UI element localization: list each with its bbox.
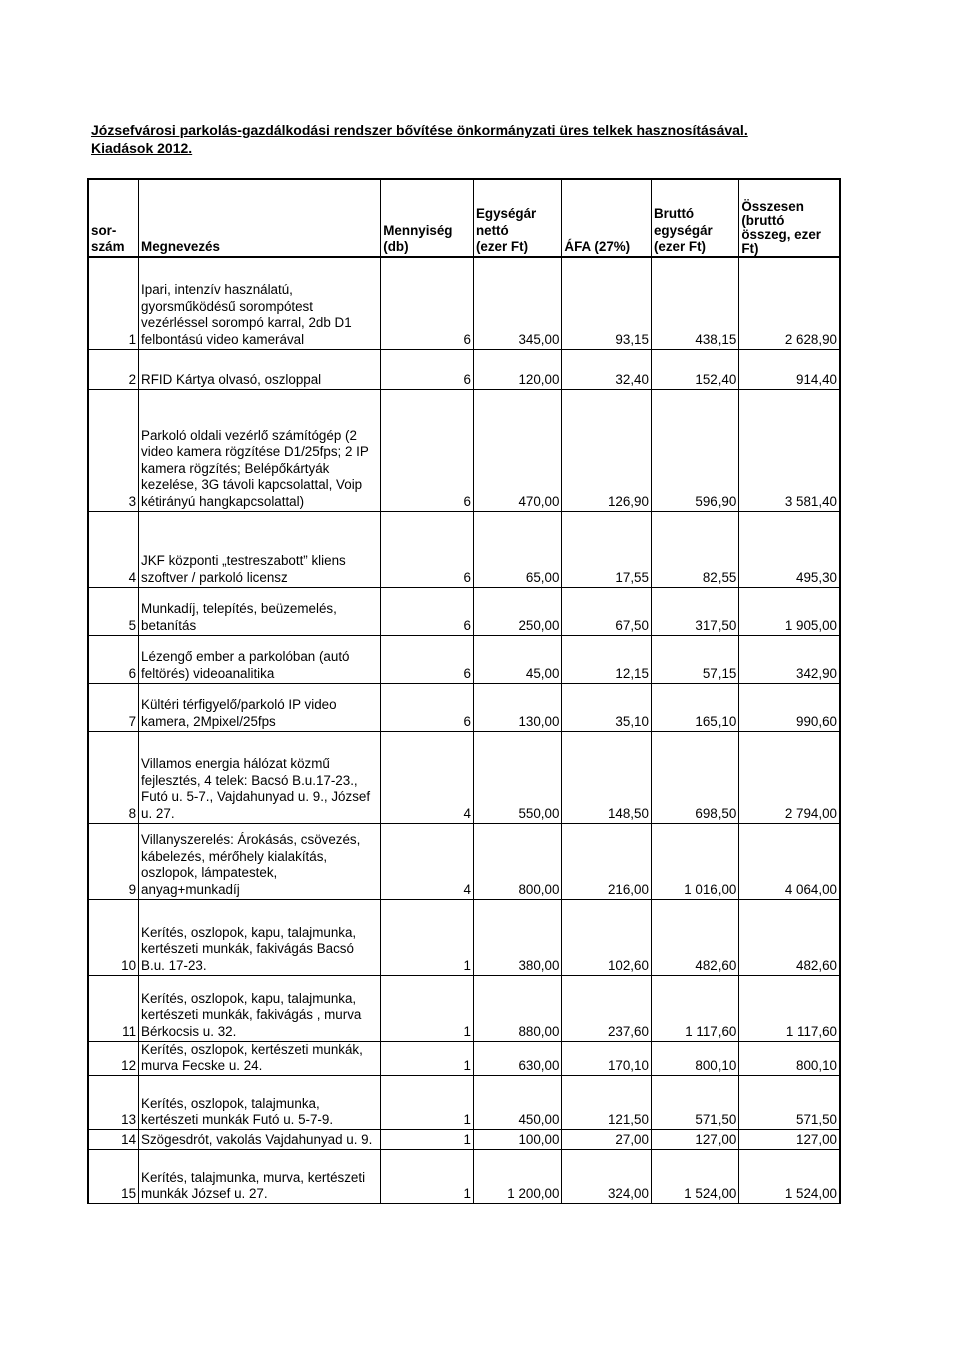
unit-price-gross: 165,10 (651, 683, 738, 731)
vat-amount: 32,40 (562, 349, 652, 389)
header-mennyiseg: Mennyiség (db) (381, 179, 474, 257)
table-row (88, 1149, 840, 1203)
quantity: 1 (381, 1149, 474, 1203)
unit-price-net: 380,00 (473, 899, 561, 975)
page-subtitle: Kiadások 2012. (91, 140, 193, 156)
total-gross: 4 064,00 (739, 823, 840, 899)
table-row (88, 635, 840, 683)
quantity: 1 (381, 975, 474, 1041)
quantity: 6 (381, 511, 474, 587)
unit-price-net: 800,00 (473, 823, 561, 899)
table-row (88, 731, 840, 823)
unit-price-gross: 1 117,60 (651, 975, 738, 1041)
unit-price-gross: 800,10 (651, 1041, 738, 1075)
header-osszesen: Összesen (bruttó összeg, ezer Ft) (739, 179, 840, 257)
header-megnevezes: Megnevezés (139, 179, 381, 257)
unit-price-gross: 438,15 (651, 257, 738, 349)
row-number: 3 (88, 389, 139, 511)
unit-price-gross: 1 016,00 (651, 823, 738, 899)
total-gross: 495,30 (739, 511, 840, 587)
page-title: Józsefvárosi parkolás-gazdálkodási rendszer bővítése önkormányzati üres telkek hasznosításával. (91, 122, 748, 138)
item-name: RFID Kártya olvasó, oszloppal (139, 349, 381, 389)
header-sorszam: sor- szám (88, 179, 139, 257)
vat-amount: 102,60 (562, 899, 652, 975)
document-header (91, 121, 748, 157)
header-egysegar: Egységár nettó (ezer Ft) (473, 179, 561, 257)
vat-amount: 93,15 (562, 257, 652, 349)
row-number: 6 (88, 635, 139, 683)
item-name: Munkadíj, telepítés, beüzemelés, betanítás (139, 587, 381, 635)
quantity: 6 (381, 635, 474, 683)
quantity: 4 (381, 823, 474, 899)
item-name: Kerítés, oszlopok, kapu, talajmunka, kertészeti munkák, fakivágás , murva Bérkocsis u. 32. (139, 975, 381, 1041)
item-name: Lézengő ember a parkolóban (autó feltörés) videoanalitika (139, 635, 381, 683)
unit-price-net: 120,00 (473, 349, 561, 389)
item-name: Szögesdrót, vakolás Vajdahunyad u. 9. (139, 1129, 381, 1149)
expense-table (87, 178, 841, 1204)
header-brutto: Bruttó egységár (ezer Ft) (651, 179, 738, 257)
unit-price-gross: 1 524,00 (651, 1149, 738, 1203)
row-number: 14 (88, 1129, 139, 1149)
quantity: 1 (381, 899, 474, 975)
total-gross: 1 117,60 (739, 975, 840, 1041)
vat-amount: 170,10 (562, 1041, 652, 1075)
total-gross: 1 905,00 (739, 587, 840, 635)
table-row (88, 389, 840, 511)
item-name: JKF központi „testreszabott” kliens szoftver / parkoló licensz (139, 511, 381, 587)
unit-price-gross: 152,40 (651, 349, 738, 389)
total-gross: 3 581,40 (739, 389, 840, 511)
row-number: 1 (88, 257, 139, 349)
item-name: Kerítés, talajmunka, murva, kertészeti munkák József u. 27. (139, 1149, 381, 1203)
quantity: 6 (381, 683, 474, 731)
table-row (88, 1129, 840, 1149)
unit-price-gross: 482,60 (651, 899, 738, 975)
unit-price-net: 880,00 (473, 975, 561, 1041)
unit-price-net: 250,00 (473, 587, 561, 635)
row-number: 7 (88, 683, 139, 731)
total-gross: 482,60 (739, 899, 840, 975)
row-number: 11 (88, 975, 139, 1041)
vat-amount: 67,50 (562, 587, 652, 635)
table-row (88, 899, 840, 975)
item-name: Kerítés, oszlopok, kertészeti munkák, murva Fecske u. 24. (139, 1041, 381, 1075)
item-name: Villanyszerelés: Árokásás, csövezés, kábelezés, mérőhely kialakítás, oszlopok, lámpatestek, anyag+munkadíj (139, 823, 381, 899)
table-row (88, 1041, 840, 1075)
vat-amount: 237,60 (562, 975, 652, 1041)
row-number: 9 (88, 823, 139, 899)
quantity: 1 (381, 1129, 474, 1149)
unit-price-gross: 596,90 (651, 389, 738, 511)
unit-price-gross: 127,00 (651, 1129, 738, 1149)
unit-price-gross: 698,50 (651, 731, 738, 823)
quantity: 6 (381, 257, 474, 349)
vat-amount: 17,55 (562, 511, 652, 587)
table-row (88, 823, 840, 899)
row-number: 13 (88, 1075, 139, 1129)
unit-price-net: 100,00 (473, 1129, 561, 1149)
table-row (88, 257, 840, 349)
total-gross: 1 524,00 (739, 1149, 840, 1203)
unit-price-gross: 571,50 (651, 1075, 738, 1129)
unit-price-net: 65,00 (473, 511, 561, 587)
unit-price-net: 45,00 (473, 635, 561, 683)
total-gross: 990,60 (739, 683, 840, 731)
unit-price-net: 550,00 (473, 731, 561, 823)
table-row (88, 975, 840, 1041)
vat-amount: 216,00 (562, 823, 652, 899)
quantity: 1 (381, 1041, 474, 1075)
unit-price-gross: 317,50 (651, 587, 738, 635)
unit-price-gross: 82,55 (651, 511, 738, 587)
row-number: 5 (88, 587, 139, 635)
row-number: 15 (88, 1149, 139, 1203)
total-gross: 914,40 (739, 349, 840, 389)
quantity: 4 (381, 731, 474, 823)
vat-amount: 35,10 (562, 683, 652, 731)
item-name: Kerítés, oszlopok, kapu, talajmunka, kertészeti munkák, fakivágás Bacsó B.u. 17-23. (139, 899, 381, 975)
row-number: 2 (88, 349, 139, 389)
table-row (88, 511, 840, 587)
quantity: 6 (381, 389, 474, 511)
total-gross: 571,50 (739, 1075, 840, 1129)
unit-price-net: 130,00 (473, 683, 561, 731)
item-name: Parkoló oldali vezérlő számítógép (2 video kamera rögzítése D1/25fps; 2 IP kamera rögzítés; Belépőkártyák kezelése, 3G távoli kapcsolattal, Voip kétirányú hangkapcsolattal) (139, 389, 381, 511)
table-row (88, 683, 840, 731)
total-gross: 127,00 (739, 1129, 840, 1149)
row-number: 8 (88, 731, 139, 823)
vat-amount: 324,00 (562, 1149, 652, 1203)
unit-price-net: 450,00 (473, 1075, 561, 1129)
total-gross: 342,90 (739, 635, 840, 683)
row-number: 10 (88, 899, 139, 975)
row-number: 4 (88, 511, 139, 587)
unit-price-gross: 57,15 (651, 635, 738, 683)
quantity: 1 (381, 1075, 474, 1129)
vat-amount: 148,50 (562, 731, 652, 823)
header-afa: ÁFA (27%) (562, 179, 652, 257)
item-name: Kültéri térfigyelő/parkoló IP video kamera, 2Mpixel/25fps (139, 683, 381, 731)
unit-price-net: 345,00 (473, 257, 561, 349)
vat-amount: 27,00 (562, 1129, 652, 1149)
unit-price-net: 1 200,00 (473, 1149, 561, 1203)
vat-amount: 126,90 (562, 389, 652, 511)
total-gross: 800,10 (739, 1041, 840, 1075)
quantity: 6 (381, 349, 474, 389)
row-number: 12 (88, 1041, 139, 1075)
total-gross: 2 794,00 (739, 731, 840, 823)
vat-amount: 121,50 (562, 1075, 652, 1129)
unit-price-net: 470,00 (473, 389, 561, 511)
vat-amount: 12,15 (562, 635, 652, 683)
table-row (88, 587, 840, 635)
table-row (88, 1075, 840, 1129)
item-name: Ipari, intenzív használatú, gyorsműködésű sorompótest vezérléssel sorompó karral, 2db D1 felbontású video kamerával (139, 257, 381, 349)
unit-price-net: 630,00 (473, 1041, 561, 1075)
total-gross: 2 628,90 (739, 257, 840, 349)
quantity: 6 (381, 587, 474, 635)
item-name: Kerítés, oszlopok, talajmunka, kertészeti munkák Futó u. 5-7-9. (139, 1075, 381, 1129)
table-row (88, 349, 840, 389)
table-header-row (88, 179, 840, 257)
item-name: Villamos energia hálózat közmű fejlesztés, 4 telek: Bacsó B.u.17-23., Futó u. 5-7., Vajdahunyad u. 9., József u. 27. (139, 731, 381, 823)
